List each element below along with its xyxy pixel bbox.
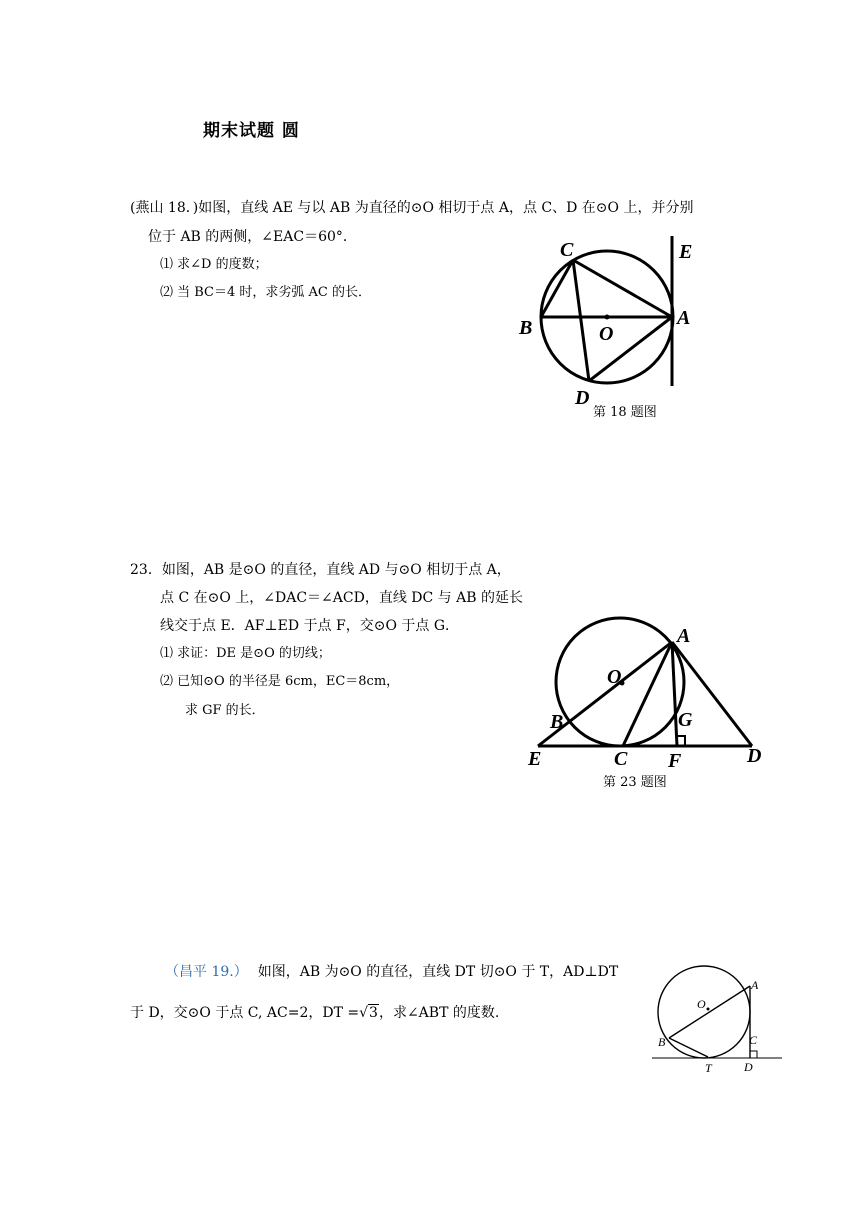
label-f: F [668,750,682,772]
problem-2-part-1: ⑴ 求证：DE 是⊙O 的切线； [160,646,331,661]
sqrt-radicand: 3 [369,1005,378,1021]
label-b: B [658,1035,666,1049]
label-d: D [747,745,762,767]
problem-1-source: (燕山 18．) [130,200,199,216]
caption-18: 第 18 题图 [593,405,657,420]
segment-ca [573,260,672,317]
center-point-o [707,1008,710,1011]
line-ac [623,642,672,746]
label-t: T [705,1061,712,1075]
problem-3-stem-line-1: 如图，AB 为⊙O 的直径，直线 DT 切⊙O 于 T，AD⊥DT [257,964,619,980]
circle-o [658,966,750,1058]
problem-1-part-1: ⑴ 求∠D 的度数； [160,257,268,272]
segment-cd [573,260,589,381]
diameter-ab [669,986,750,1038]
problem-2-stem-line-2: 点 C 在⊙O 上，∠DAC＝∠ACD，直线 DC 与 AB 的延长 [160,590,523,606]
label-c: C [560,239,574,261]
problem-2-part-2-line-1: ⑵ 已知⊙O 的半径是 6cm，EC＝8cm， [160,674,400,689]
problem-1-stem-line-2: 位于 AB 的两侧，∠EAC＝60°． [148,229,357,245]
label-o: O [599,323,614,345]
center-point-o [605,315,610,320]
label-a: A [677,307,691,329]
label-o: O [697,997,706,1011]
sqrt-expression: √3 [359,1005,378,1021]
label-b: B [550,711,564,733]
page-title: 期末试题 圆 [203,121,300,141]
label-d: D [575,387,590,409]
right-angle-mark [750,1051,757,1058]
problem-1-line-1 [130,198,693,218]
figure-18 [515,236,715,409]
label-a: A [751,978,759,992]
label-e: E [679,241,693,263]
problem-3-stem-line-2b: ，求∠ABT 的度数. [378,1005,500,1021]
problem-1-part-2: ⑵ 当 BC＝4 时，求劣弧 AC 的长． [160,285,372,300]
figure-19 [648,965,788,1075]
problem-2-stem-line-3: 线交于点 E．AF⊥ED 于点 F，交⊙O 于点 G． [160,618,460,634]
line-af [672,642,677,746]
figure-23 [525,625,785,775]
problem-3-source: （昌平 19.） [165,964,248,980]
label-b: B [519,317,533,339]
label-c: C [749,1033,758,1047]
problem-3-line-1 [165,962,618,982]
label-g: G [678,709,693,731]
label-a: A [677,625,691,647]
problem-3-line-2 [130,1003,499,1023]
problem-2-part-2-line-2: 求 GF 的长． [185,703,265,718]
problem-2-stem-line-1: 23．如图，AB 是⊙O 的直径，直线 AD 与⊙O 相切于点 A， [130,562,511,578]
label-d: D [744,1060,753,1074]
label-e: E [528,748,542,770]
label-o: O [607,666,622,688]
caption-23: 第 23 题图 [603,775,667,790]
label-c: C [614,748,628,770]
problem-1-stem-line-1: 如图，直线 AE 与以 AB 为直径的⊙O 相切于点 A，点 C、D 在⊙O 上，并分别 [198,200,694,216]
problem-3-stem-line-2a: 于 D，交⊙O 于点 C, AC=2，DT = [130,1005,360,1021]
segment-cb [541,260,573,317]
